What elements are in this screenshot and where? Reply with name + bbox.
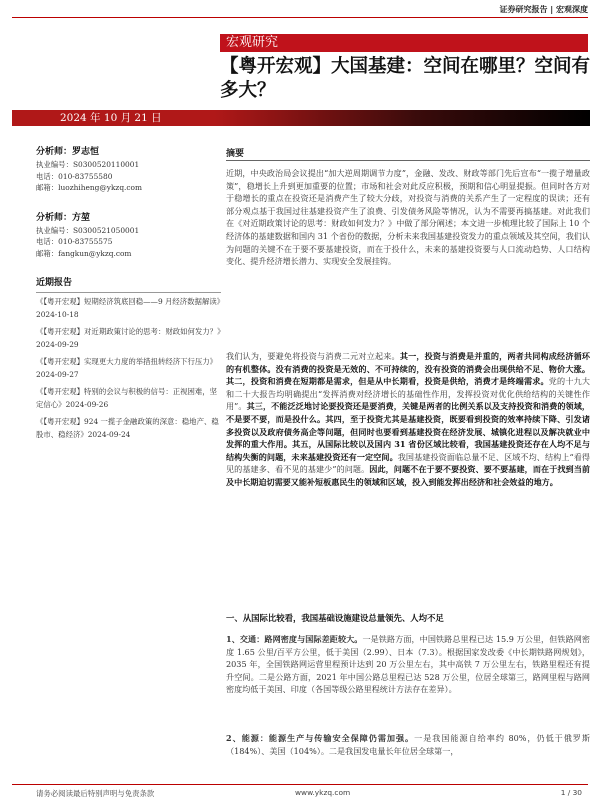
recent-report-link[interactable]: 《【粤开宏观】对近期政策讨论的思考：财政如何发力？》2024-09-29 xyxy=(36,327,221,349)
analyst-card xyxy=(36,146,221,194)
p2-text: 党的十九大和二十大报告均明确提出“发挥消费对经济增长的基础性作用，发挥投资对优化供给结构的关键性作用”。 xyxy=(226,376,590,412)
p2-bold-text: 因此，问题不在于要不要投资、要不要基建，而在于找到当前及中长期迫切需要又能补短板惠民生的领域和区域，投入到能发挥出经济和社会效益的地方。 xyxy=(226,464,590,487)
recent-report-link[interactable]: 《【粤开宏观】特别的会议与积极的信号：正视困难，坚定信心》2024-09-26 xyxy=(36,387,218,409)
header-divider xyxy=(12,17,588,18)
section-tag: 宏观研究 xyxy=(220,34,588,52)
summary-paragraph-2 xyxy=(226,350,590,489)
p2-bold-text: 其三，不能泛泛地讨论要投资还是要消费，关键是两者的比例关系以及支持投资和消费的领域，不是要不要，而是投什么。其四，至于投资尤其是基建投资，既要看到投资的效率持续下降、引发诸多投资以及政府债务高企等问题，但同时也要看到基建投资在经济发展、城镇化进程以及解决就业中发挥的重大作用。其五，从国际比较以及国内 31 省份区域比较看，我国基建投资还存在人均不足与结构失衡的问题，未来基建投资还有一定空间。 xyxy=(226,401,591,462)
analyst-name: 分析师：方堃 xyxy=(36,212,91,223)
recent-report-link[interactable]: 《【粤开宏观】924 一揽子金融政策的深意：稳地产、稳股市、稳经济》2024-09-24 xyxy=(36,417,219,439)
summary-label: 摘要 xyxy=(226,149,245,159)
section-1-paragraph-energy xyxy=(226,732,590,757)
left-sidebar xyxy=(36,146,221,445)
report-date: 2024 年 10 月 21 日 xyxy=(60,112,162,124)
p2-bold-text: 其一，投资与消费是并重的，两者共同构成经济循环的有机整体。没有消费的投资是无效的、不可持续的，没有投资的消费会出现供给不足、物价大涨。其二，投资和消费在短期都是需求，但是从中长期看，投资是供给，消费才是终端需求。 xyxy=(226,351,590,387)
summary-paragraph-1: 近期，中央政治局会议提出“加大逆周期调节力度”，金融、发改、财政等部门先后宣布“一揽子增量政策”，稳增长上升到更加重要的位置；市场和社会对此反应积极，预期和信心明显提振。但同时各方对于稳增长的重点在投资还是消费产生了较大分歧，对投资与消费的关系产生了一定程度的误读；还有部分观点基于我国过往基建投资产生了浪费、引发债务风险等情况，认为不需要再搞基建。对此我们在《对近期政策讨论的思考：财政如何发力？》中做了部分阐述；本文进一步梳理比较了国际上 10 个经济体的基建数据和国内 31 个省份的数据，分析未来我国基建投资发力的重点领域及其空间，我们认为问题的关键不在于要不要基建投资，而在于投什么，未来的基建投资要与人口流动趋势、人口结构变化、提升经济增长潜力、实现安全发展挂钩。 xyxy=(226,168,590,267)
analyst-card xyxy=(36,212,221,260)
footer-page-number: 1 / 30 xyxy=(560,788,582,797)
report-type-tag: 证券研究报告 | 宏观深度 xyxy=(499,5,588,14)
p4-bold-text: 2、能源：能源生产与传输安全保障仍需加强。 xyxy=(226,733,415,743)
p2-text: 我们认为，要避免将投资与消费二元对立起来。 xyxy=(226,351,400,361)
section-1-paragraph-transport xyxy=(226,633,590,696)
recent-reports-divider xyxy=(36,292,221,293)
analyst-license: 执业编号：S0300520110001 xyxy=(36,160,140,169)
analyst-license: 执业编号：S0300521050001 xyxy=(36,225,140,235)
recent-report-link[interactable]: 《【粤开宏观】实现更大力度的举措扭转经济下行压力》2024-09-27 xyxy=(36,357,218,379)
recent-reports-title: 近期报告 xyxy=(36,278,73,288)
p3-bold-text: 1、交通：路网密度与国际差距较大。 xyxy=(226,634,363,644)
analyst-phone: 电话：010-83755580 xyxy=(36,171,113,181)
analyst-phone: 电话：010-83755575 xyxy=(36,237,113,246)
summary-divider xyxy=(226,160,590,161)
section-1-heading: 一、从国际比较看，我国基础设施建设总量领先、人均不足 xyxy=(226,613,444,623)
analyst-email[interactable]: 邮箱：fangkun@ykzq.com xyxy=(36,248,132,258)
footer-disclaimer: 请务必阅读最后特别声明与免责条款 xyxy=(36,789,155,798)
analyst-name: 分析师：罗志恒 xyxy=(36,147,100,157)
footer-website[interactable]: www.ykzq.com xyxy=(295,788,351,797)
p3-text: 一是铁路方面，中国铁路总里程已达 15.9 万公里，但铁路网密度 1.65 公里/百平方公里，低于美国（2.99）、日本（7.3）。根据国家发改委《中长期铁路网规划》，2035 年，全国铁路网运营里程预计达到 20 万公里左右，其中高铁 7 万公里左右，铁路里程还有提升空间。二是公路方面，2021 年中国公路总里程已达 528 万公里，位居全球第三，路网里程与路网密度均低于美国、印度（各国等级公路里程统计方法存在差异）。 xyxy=(226,634,591,695)
analyst-email[interactable]: 邮箱：luozhiheng@ykzq.com xyxy=(36,183,143,192)
footer-divider xyxy=(12,784,588,785)
recent-report-link[interactable]: 《【粤开宏观】短期经济筑底回稳——9 月经济数据解读》2024-10-18 xyxy=(36,297,221,319)
p4-text: 一是我国能源自给率约 80%，仍低于俄罗斯（184%）、美国（104%）。二是我国发电量长年位居全球第一， xyxy=(226,733,590,756)
report-title: 【粤开宏观】大国基建：空间在哪里？空间有多大？ xyxy=(220,56,591,101)
p2-text: 我国基建投资面临总量不足、区域不均、结构上“看得见的基建多、看不见的基建少”的问题。 xyxy=(226,451,590,475)
